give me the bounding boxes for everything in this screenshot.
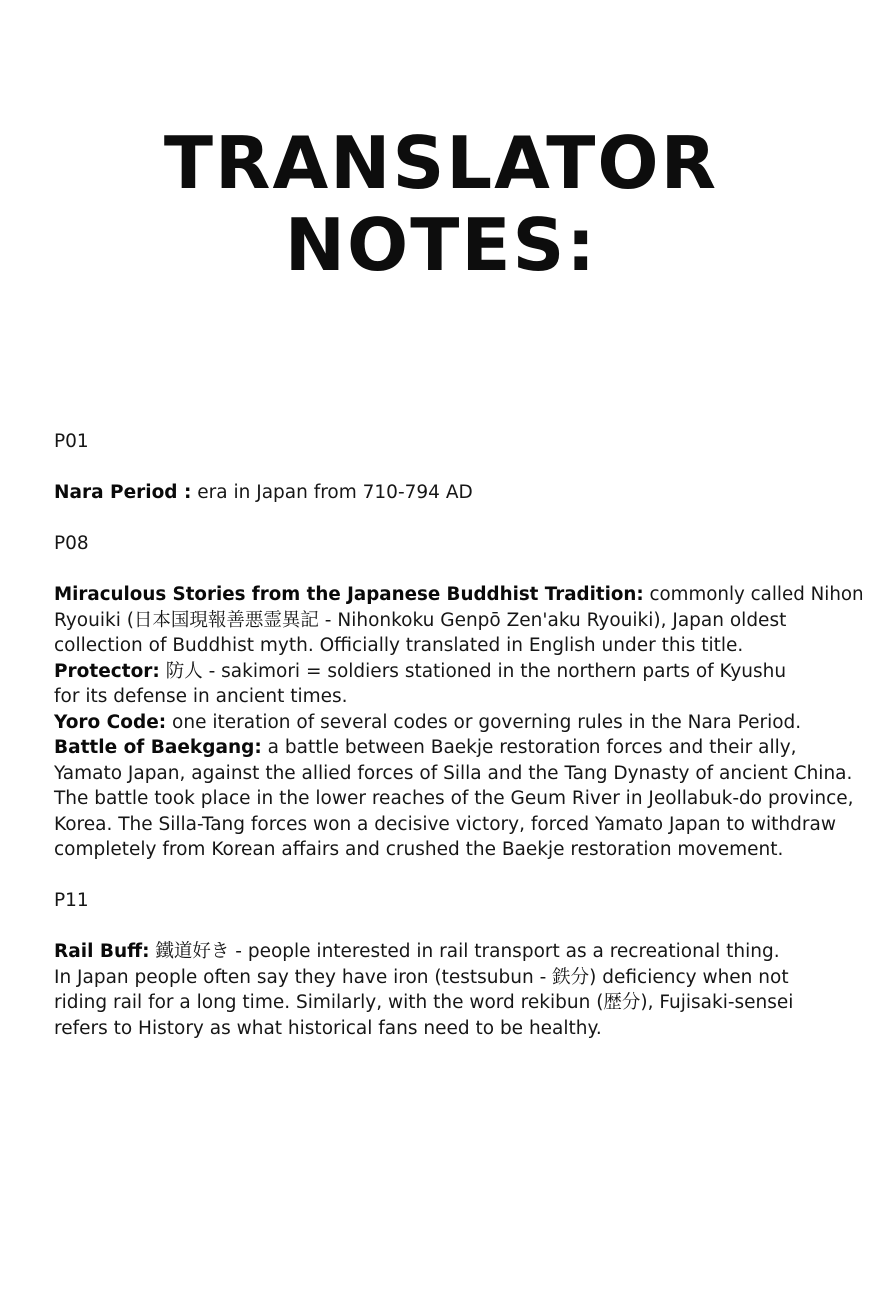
note-miraculous-stories [54, 582, 864, 659]
note-line: completely from Korean affairs and crushed the Baekje restoration movement. [54, 839, 784, 860]
spacer [54, 914, 864, 940]
note-line [54, 710, 864, 736]
spacer [54, 557, 864, 583]
note-text: era in Japan from 710-794 AD [197, 482, 473, 503]
page-title [0, 122, 882, 286]
note-term: Rail Buff: [54, 941, 150, 962]
note-term: Miraculous Stories from the Japanese Buddhist Tradition: [54, 584, 644, 605]
note-line: riding rail for a long time. Similarly, with the word rekibun (歴分), Fujisaki-sensei [54, 992, 794, 1013]
note-nara-period [54, 480, 864, 506]
note-line: refers to History as what historical fans need to be healthy. [54, 1017, 602, 1039]
note-line [54, 582, 864, 608]
note-text: commonly called Nihon [649, 584, 864, 605]
note-battle-of-baekgang [54, 735, 864, 863]
note-line: The battle took place in the lower reaches of the Geum River in Jeollabuk-do province, [54, 788, 854, 809]
note-line: collection of Buddhist myth. Officially translated in English under this title. [54, 635, 744, 656]
page-marker-p01: P01 [54, 431, 89, 452]
note-line: Ryouiki (日本国現報善悪霊異記 - Nihonkoku Genpō Zen'aku Ryouiki), Japan oldest [54, 609, 787, 631]
spacer [54, 455, 864, 481]
note-text: 鐵道好き - people interested in rail transport as a recreational thing. [155, 941, 780, 962]
note-line: Yamato Japan, against the allied forces of Silla and the Tang Dynasty of ancient China. [54, 762, 853, 784]
note-line [54, 735, 864, 761]
note-yoro-code [54, 710, 864, 736]
note-text: one iteration of several codes or governing rules in the Nara Period. [172, 711, 802, 733]
note-protector [54, 659, 864, 710]
notes-body [54, 429, 864, 1041]
note-text: a battle between Baekje restoration forces and their ally, [267, 737, 797, 758]
note-text: 防人 - sakimori = soldiers stationed in the northern parts of Kyushu [165, 660, 787, 682]
note-line [54, 480, 864, 506]
page-marker-p08: P08 [54, 533, 89, 554]
note-rail-buff [54, 939, 864, 1041]
note-line [54, 659, 864, 685]
page-marker-p11: P11 [54, 890, 89, 911]
title-line-2: NOTES: [284, 203, 598, 287]
title-line-1: TRANSLATOR [163, 121, 719, 205]
note-line: In Japan people often say they have iron (testsubun - 鉄分) deficiency when not [54, 966, 789, 988]
spacer [54, 863, 864, 889]
spacer [54, 506, 864, 532]
note-term: Nara Period : [54, 482, 192, 503]
note-term: Protector: [54, 660, 160, 682]
note-line: for its defense in ancient times. [54, 686, 348, 707]
note-term: Yoro Code: [54, 711, 167, 733]
note-term: Battle of Baekgang: [54, 737, 262, 758]
note-line: Korea. The Silla-Tang forces won a decisive victory, forced Yamato Japan to withdraw [54, 813, 836, 835]
note-line [54, 939, 864, 965]
